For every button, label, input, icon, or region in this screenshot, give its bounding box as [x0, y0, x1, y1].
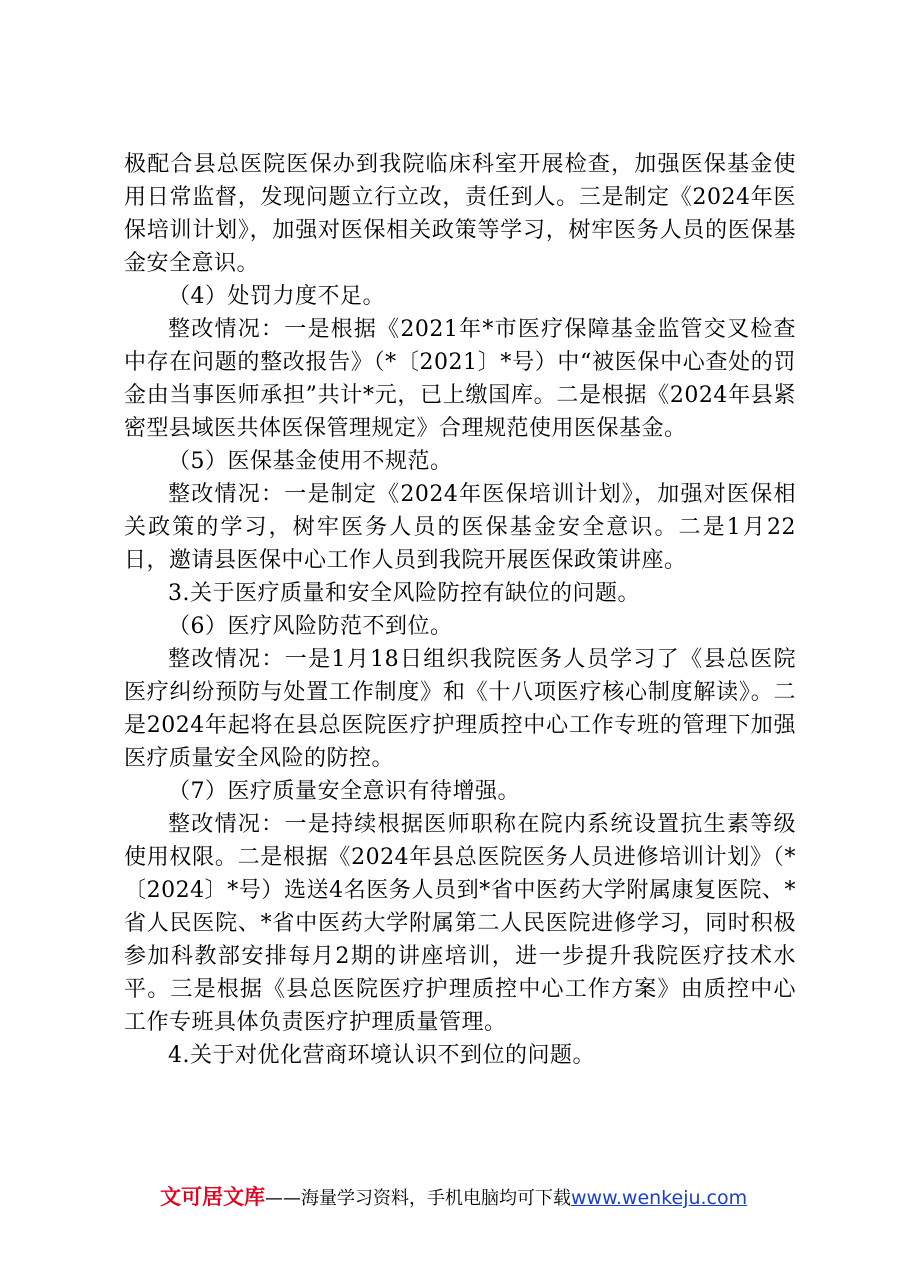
footer-slogan: ——海量学习资料，手机电脑均可下载 — [265, 1188, 571, 1209]
footer-brand: 文可居文库 — [160, 1185, 265, 1209]
section-heading-3: 3.关于医疗质量和安全风险防控有缺位的问题。 — [168, 581, 640, 606]
issue-heading-7: （7）医疗质量安全意识有待增强。 — [168, 779, 520, 804]
issue-heading-4: （4）处罚力度不足。 — [168, 284, 385, 309]
document-body — [124, 148, 796, 1072]
footer-link[interactable]: www.wenkeju.com — [571, 1187, 748, 1209]
rectification-paragraph-4: 整改情况：一是根据《2021年*市医疗保障基金监管交叉检查中存在问题的整改报告》（*〔2021〕*号）中“被医保中心查处的罚金由当事医师承担”共计*元，已上缴国库。二是根据《2024年县紧密型县域医共体医保管理规定》合理规范使用医保基金。 — [124, 317, 796, 441]
paragraph-continuation: 极配合县总医院医保办到我院临床科室开展检查，加强医保基金使用日常监督，发现问题立行立改，责任到人。三是制定《2024年医保培训计划》，加强对医保相关政策等学习，树牢医务人员的医保基金安全意识。 — [124, 152, 796, 276]
rectification-paragraph-7: 整改情况：一是持续根据医师职称在院内系统设置抗生素等级使用权限。二是根据《2024年县总医院医务人员进修培训计划》（*〔2024〕*号）选送4名医务人员到*省中医药大学附属康复医院、*省人民医院、*省中医药大学附属第二人民医院进修学习，同时积极参加科教部安排每月2期的讲座培训，进一步提升我院医疗技术水平。三是根据《县总医院医疗护理质控中心工作方案》由质控中心工作专班具体负责医疗护理质量管理。 — [124, 812, 796, 1035]
issue-heading-5: （5）医保基金使用不规范。 — [168, 449, 453, 474]
watermark-footer — [160, 1184, 780, 1212]
issue-heading-6: （6）医疗风险防范不到位。 — [168, 614, 453, 639]
section-heading-4: 4.关于对优化营商环境认识不到位的问题。 — [168, 1043, 595, 1068]
rectification-paragraph-5: 整改情况：一是制定《2024年医保培训计划》，加强对医保相关政策的学习，树牢医务人员的医保基金安全意识。二是1月22日，邀请县医保中心工作人员到我院开展医保政策讲座。 — [124, 482, 796, 573]
rectification-paragraph-6: 整改情况：一是1月18日组织我院医务人员学习了《县总医院医疗纠纷预防与处置工作制度》和《十八项医疗核心制度解读》。二是2024年起将在县总医院医疗护理质控中心工作专班的管理下加强医疗质量安全风险的防控。 — [124, 647, 796, 771]
